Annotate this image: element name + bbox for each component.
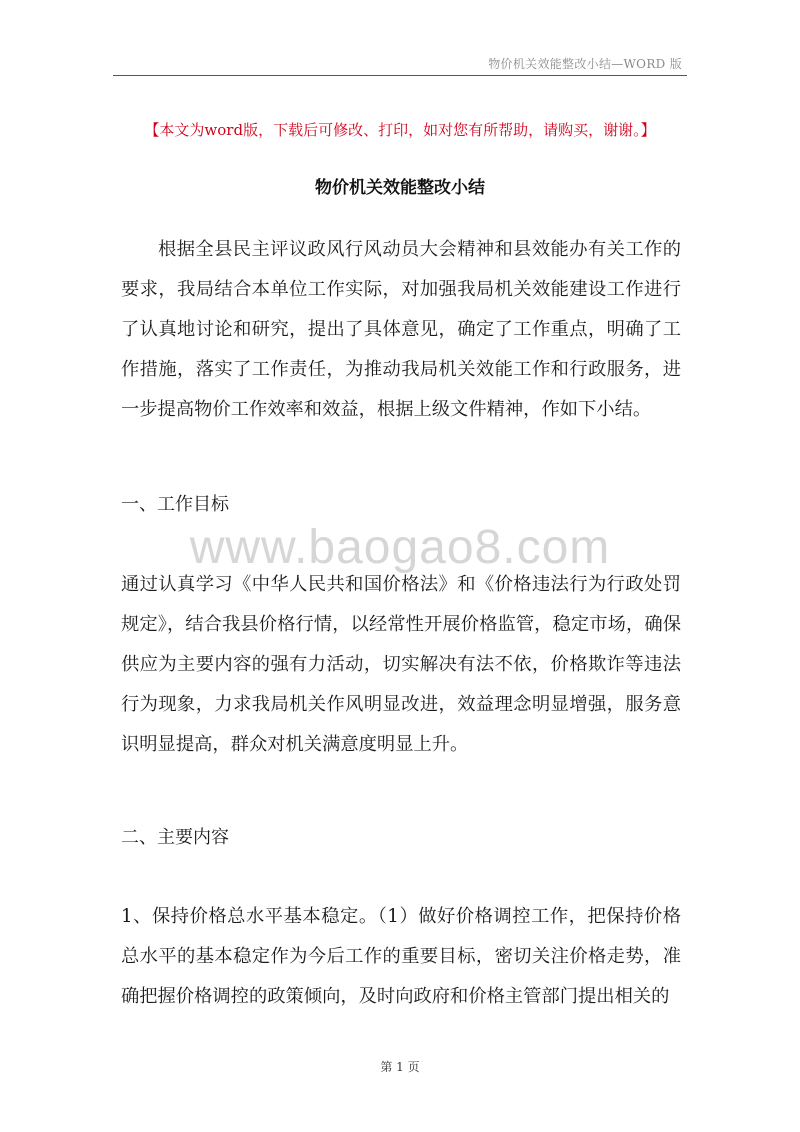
content-paragraph: 1、保持价格总水平基本稳定。（1）做好价格调控工作，把保持价格总水平的基本稳定作为今后工作的重要目标，密切关注价格走势，准确把握价格调控的政策倾向，及时向政府和价格主管部门提出相关的 bbox=[121, 906, 681, 1007]
section-heading-goals: 一、工作目标 bbox=[121, 494, 229, 515]
intro-paragraph: 根据全县民主评议政风行风动员大会精神和县效能办有关工作的要求，我局结合本单位工作实际，对加强我局机关效能建设工作进行了认真地讨论和研究，提出了具体意见，确定了工作重点，明确了工作措施，落实了工作责任，为推动我局机关效能工作和行政服务，进一步提高物价工作效率和效益，根据上级文件精神，作如下小结。 bbox=[121, 239, 681, 420]
header-divider bbox=[113, 75, 687, 76]
goals-paragraph: 通过认真学习《中华人民共和国价格法》和《价格违法行为行政处罚规定》，结合我县价格行情，以经常性开展价格监管，稳定市场，确保供应为主要内容的强有力活动，切实解决有法不依，价格欺诈等违法行为现象，力求我局机关作风明显改进，效益理念明显增强，服务意识明显提高，群众对机关满意度明显上升。 bbox=[121, 574, 681, 755]
download-notice: 【本文为word版，下载后可修改、打印，如对您有所帮助，请购买，谢谢。】 bbox=[144, 121, 656, 139]
section-heading-content: 二、主要内容 bbox=[121, 827, 229, 848]
page-number: 第 1 页 bbox=[380, 1060, 420, 1074]
running-header: 物价机关效能整改小结—WORD 版 bbox=[488, 57, 682, 71]
document-title: 物价机关效能整改小结 bbox=[315, 178, 485, 198]
watermark: www.baogao8.com bbox=[189, 521, 611, 574]
